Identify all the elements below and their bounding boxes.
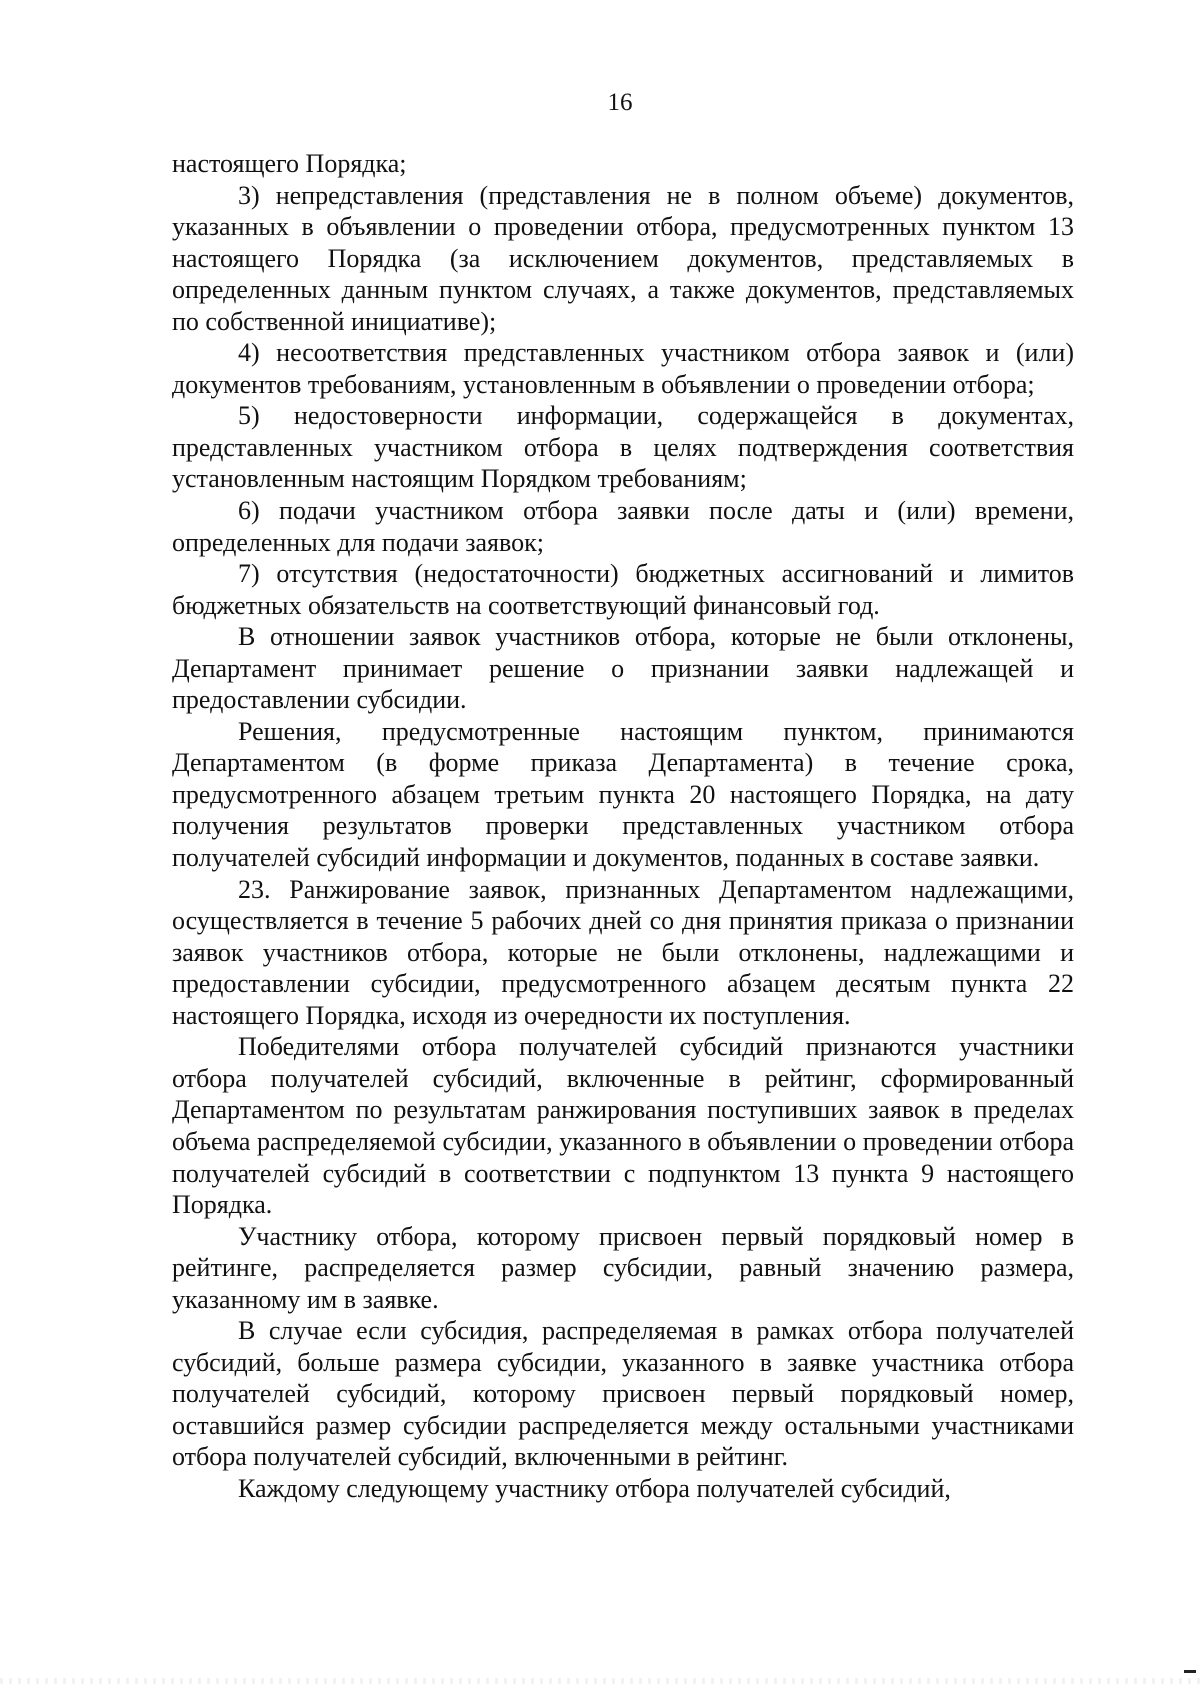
paragraph: Решения, предусмотренные настоящим пунктом, принимаются Департаментом (в форме приказа Департамента) в течение срока, предусмотренного абзацем третьим пункта 20 настоящего Порядка, на дату получения результатов проверки представленных участником отбора получателей субсидий информации и документов, поданных в составе заявки. xyxy=(172,716,1074,873)
scan-mark xyxy=(1184,1670,1196,1673)
scan-edge-noise xyxy=(0,1678,1200,1684)
paragraph: 3) непредставления (представления не в полном объеме) документов, указанных в объявлении о проведении отбора, предусмотренных пунктом 13 настоящего Порядка (за исключением документов, представляемых в определенных данным пунктом случаях, а также документов, представляемых по собственной инициативе); xyxy=(172,180,1074,336)
paragraph: Участнику отбора, которому присвоен первый порядковый номер в рейтинге, распределяется размер субсидии, равный значению размера, указанному им в заявке. xyxy=(172,1221,1074,1314)
document-body xyxy=(172,148,1074,1505)
page-number: 16 xyxy=(607,89,633,116)
paragraph: 23. Ранжирование заявок, признанных Департаментом надлежащими, осуществляется в течение 5 рабочих дней со дня принятия приказа о признании заявок участников отбора, которые не были отклонены, надлежащими и предоставлении субсидии, предусмотренного абзацем десятым пункта 22 настоящего Порядка, исходя из очередности их поступления. xyxy=(172,874,1074,1030)
paragraph: Каждому следующему участнику отбора получателей субсидий, xyxy=(238,1473,951,1503)
paragraph: 6) подачи участником отбора заявки после даты и (или) времени, определенных для подачи заявок; xyxy=(172,496,1074,557)
paragraph: 5) недостоверности информации, содержащейся в документах, представленных участником отбора в целях подтверждения соответствия установленным настоящим Порядком требованиям; xyxy=(172,401,1074,494)
paragraph: 4) несоответствия представленных участником отбора заявок и (или) документов требованиям, установленным в объявлении о проведении отбора; xyxy=(172,338,1074,399)
paragraph: настоящего Порядка; xyxy=(172,149,407,178)
paragraph: Победителями отбора получателей субсидий признаются участники отбора получателей субсидий, включенные в рейтинг, сформированный Департаментом по результатам ранжирования поступивших заявок в пределах объема распределяемой субсидии, указанного в объявлении о проведении отбора получателей субсидий в соответствии с подпунктом 13 пункта 9 настоящего Порядка. xyxy=(172,1032,1074,1220)
paragraph: В случае если субсидия, распределяемая в рамках отбора получателей субсидий, больше размера субсидии, указанного в заявке участника отбора получателей субсидий, которому присвоен первый порядковый номер, оставшийся размер субсидии распределяется между остальными участниками отбора получателей субсидий, включенными в рейтинг. xyxy=(172,1316,1074,1472)
paragraph: 7) отсутствия (недостаточности) бюджетных ассигнований и лимитов бюджетных обязательств на соответствующий финансовый год. xyxy=(172,559,1074,620)
paragraph: В отношении заявок участников отбора, которые не были отклонены, Департамент принимает решение о признании заявки надлежащей и предоставлении субсидии. xyxy=(172,622,1074,715)
